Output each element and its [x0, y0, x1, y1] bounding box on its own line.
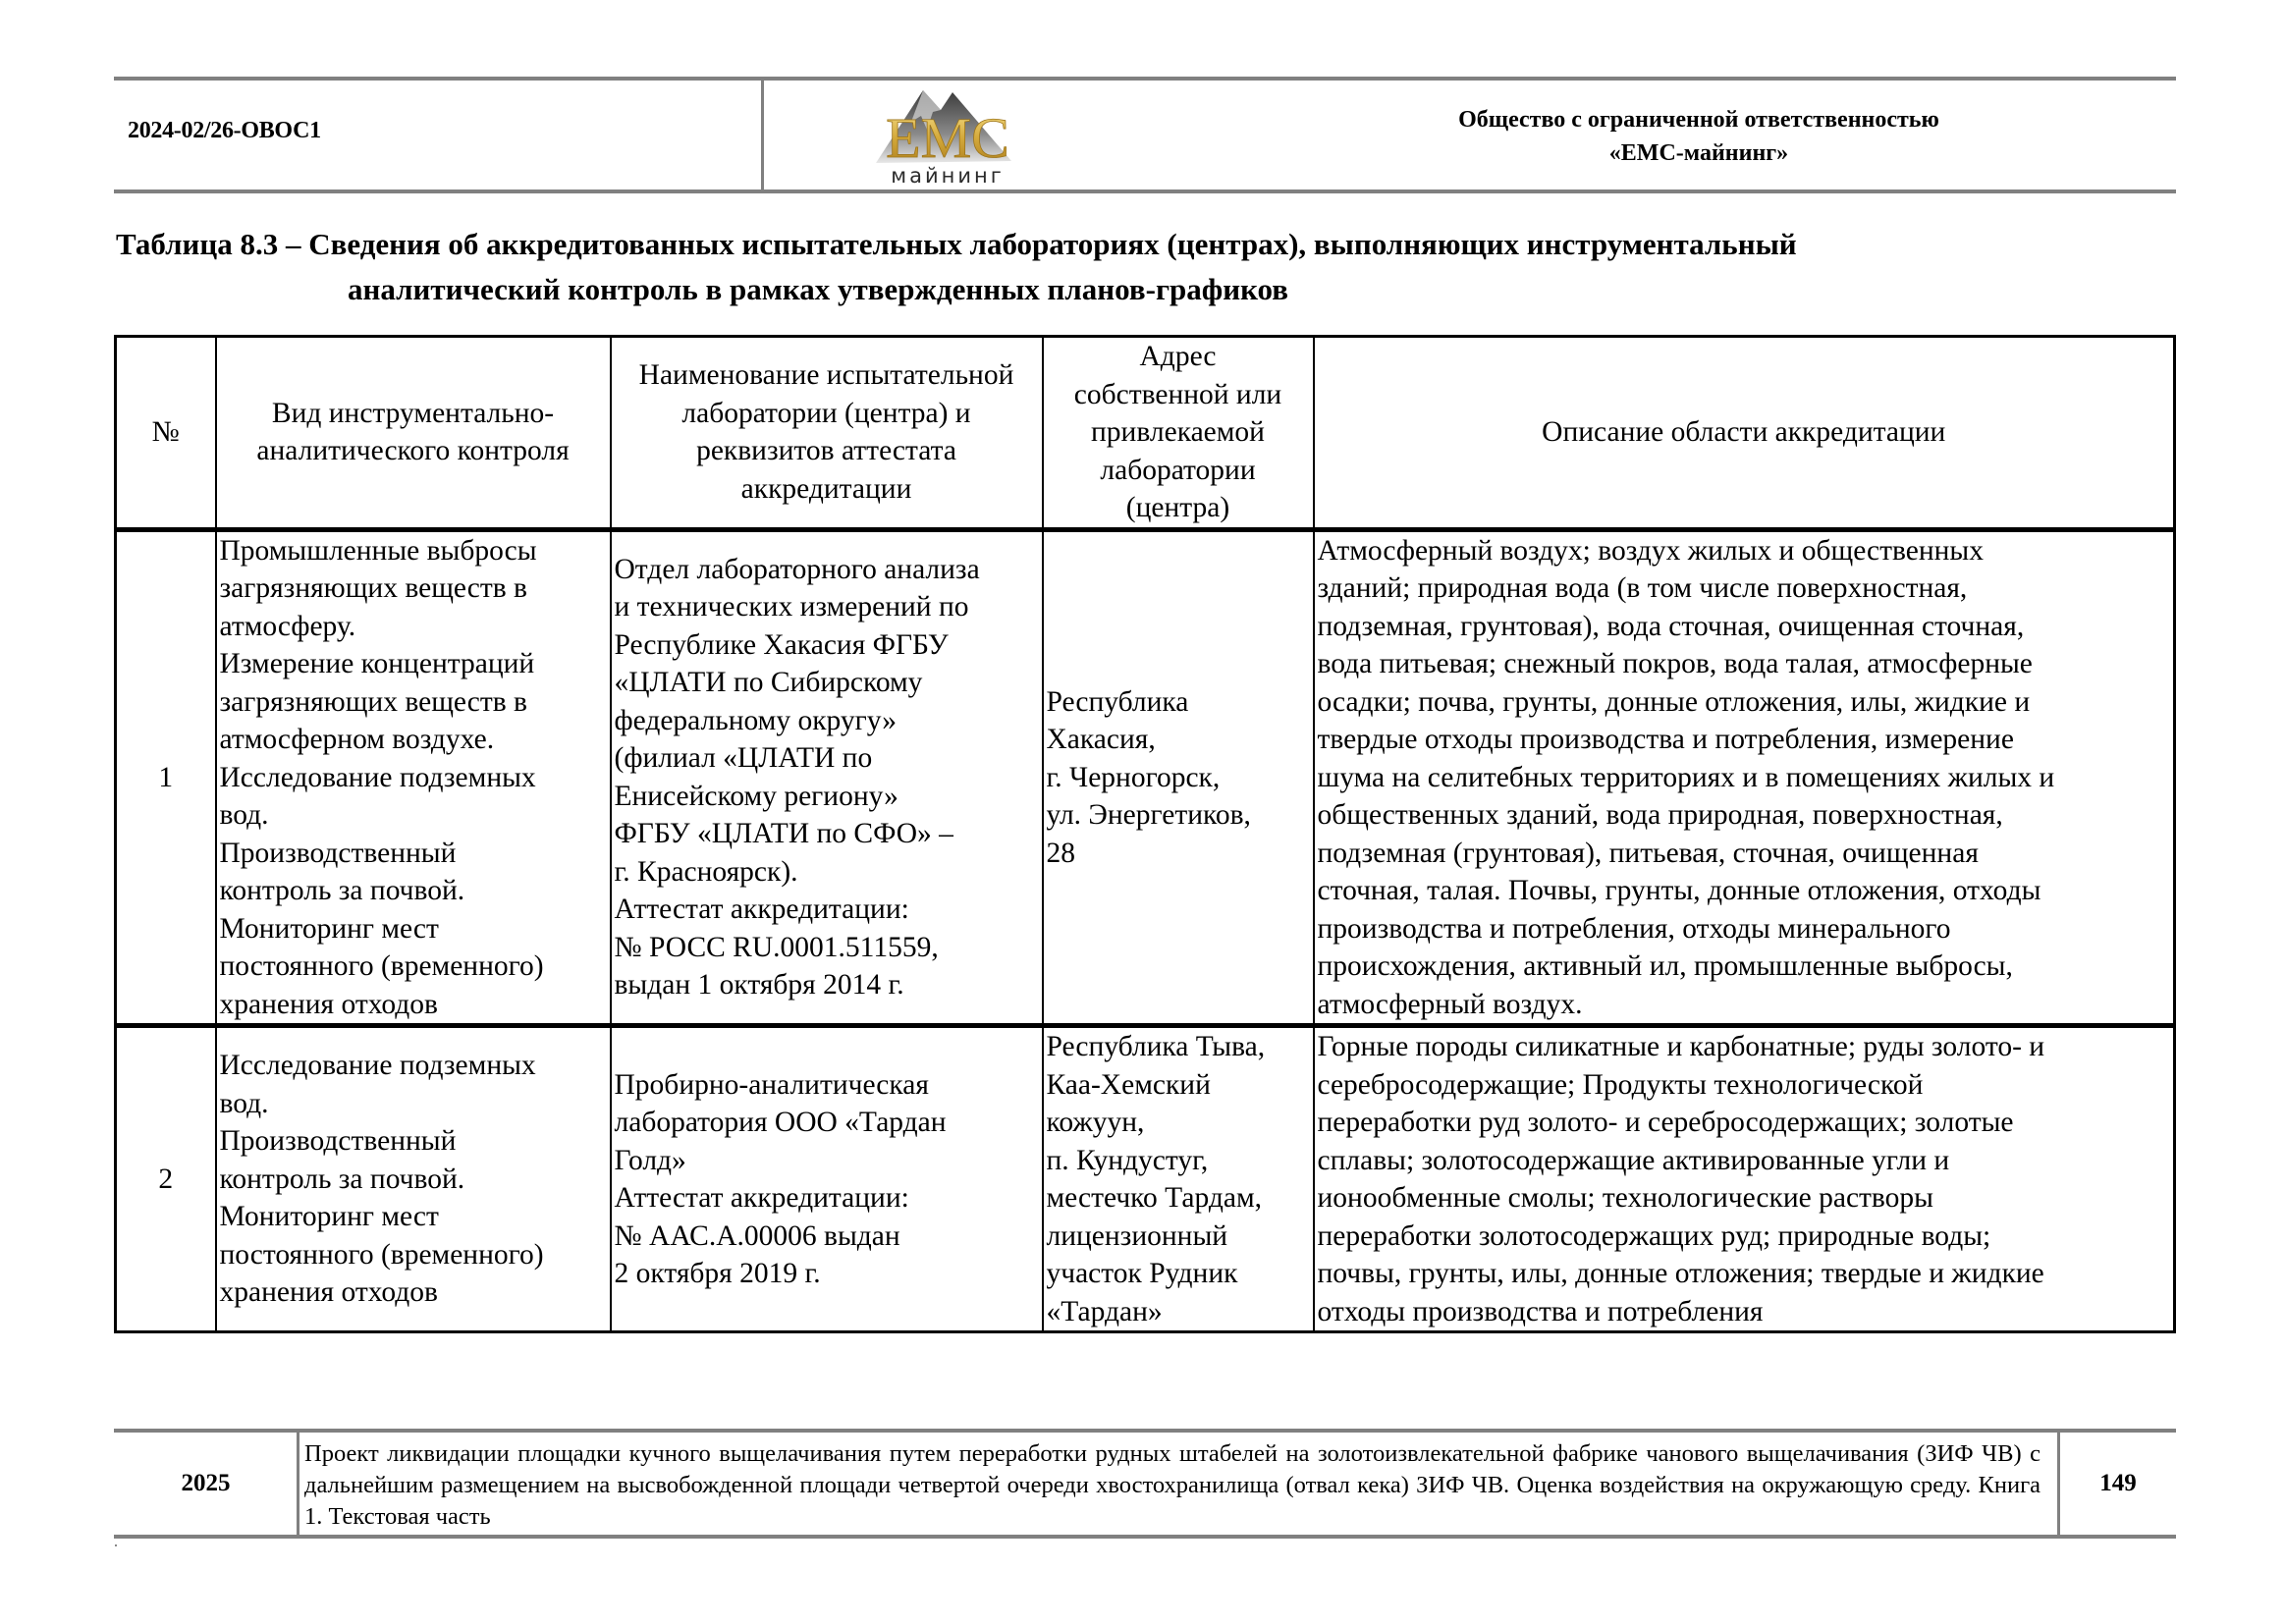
- row-num: 2: [116, 1026, 216, 1332]
- header-accreditation-scope: Описание области аккредитации: [1314, 337, 2175, 530]
- table-row: [116, 1026, 2175, 1332]
- page-number: 149: [2099, 1470, 2137, 1496]
- header-control-type: Вид инструментально- аналитического контроля: [216, 337, 611, 530]
- header-num: №: [116, 337, 216, 530]
- row-control-type: Промышленные выбросы загрязняющих веществ в атмосферу. Измерение концентраций загрязняющих веществ в атмосферном воздухе. Исследование подземных вод. Производственный контроль за почвой. Мониторинг мест постоянного (временного) хранения отходов: [216, 529, 611, 1026]
- header-divider-1: [761, 79, 764, 190]
- table-caption-line1: Таблица 8.3 – Сведения об аккредитованных испытательных лабораториях (центрах), выполняющих инструментальный: [116, 227, 1797, 261]
- row-accreditation-scope: Атмосферный воздух; воздух жилых и общественных зданий; природная вода (в том числе поверхностная, подземная, грунтовая), вода сточная, очищенная сточная, вода питьевая; снежный покров, вода талая, атмосферные осадки; почва, грунты, донные отложения, илы, жидкие и твердые отходы производства и потребления, измерение шума на селитебных территориях и в помещениях жилых и общественных зданий, вода природная, поверхностная, подземная (грунтовая), питьевая, сточная, очищенная сточная, талая. Почвы, грунты, донные отложения, отходы производства и потребления, отходы минерального происхождения, активный ил, промышленные выбросы, атмосферный воздух.: [1314, 529, 2175, 1026]
- company-name: [1277, 103, 2121, 170]
- company-name-line1: Общество с ограниченной ответственностью: [1458, 107, 1939, 133]
- header-lab-name: Наименование испытательной лаборатории (центра) и реквизитов аттестата аккредитации: [611, 337, 1043, 530]
- header-lab-address: Адрес собственной или привлекаемой лаборатории (центра): [1043, 337, 1314, 530]
- row-accreditation-scope: Горные породы силикатные и карбонатные; руды золото- и серебросодержащие; Продукты технологической переработки руд золото- и серебросодержащих; золотые сплавы; золотосодержащие активированные угли и ионообменные смолы; технологические растворы переработки золотосодержащих руд; природные воды; почвы, грунты, илы, донные отложения; твердые и жидкие отходы производства и потребления: [1314, 1026, 2175, 1332]
- table-row: [116, 529, 2175, 1026]
- document-code: 2024-02/26-ОВОС1: [128, 118, 321, 143]
- footer-top-rule: [114, 1429, 2176, 1433]
- table-caption: [116, 222, 2178, 312]
- row-lab-name: Отдел лабораторного анализа и технических измерений по Республике Хакасия ФГБУ «ЦЛАТИ по Сибирскому федеральному округу» (филиал «ЦЛАТИ по Енисейскому региону» ФГБУ «ЦЛАТИ по СФО» – г. Красноярск). Аттестат аккредитации: № РОСС RU.0001.511559, выдан 1 октября 2014 г.: [611, 529, 1043, 1026]
- row-num: 1: [116, 529, 216, 1026]
- row-control-type: Исследование подземных вод. Производственный контроль за почвой. Мониторинг мест постоянного (временного) хранения отходов: [216, 1026, 611, 1332]
- svg-text:майнинг: майнинг: [891, 164, 1005, 188]
- svg-text:EMC: EMC: [886, 106, 1009, 170]
- table-header-row: [116, 337, 2175, 530]
- footer-year: 2025: [181, 1470, 231, 1496]
- row-lab-name: Пробирно-аналитическая лаборатория ООО «Тардан Голд» Аттестат аккредитации: № ААС.А.00006 выдан 2 октября 2019 г.: [611, 1026, 1043, 1332]
- footer-bottom-rule: [114, 1535, 2176, 1539]
- header-bottom-rule: [114, 189, 2176, 193]
- table-caption-line2: аналитический контроль в рамках утвержденных планов-графиков: [348, 272, 1288, 306]
- row-lab-address: Республика Тыва, Каа-Хемский кожуун, п. Кундустуг, местечко Тардам, лицензионный участок Рудник «Тардан»: [1043, 1026, 1314, 1332]
- header-top-rule: [114, 77, 2176, 81]
- emc-mining-logo: [854, 82, 1041, 189]
- row-lab-address: Республика Хакасия, г. Черногорск, ул. Энергетиков, 28: [1043, 529, 1314, 1026]
- accredited-labs-table: [114, 335, 2176, 1333]
- footer-project-title: Проект ликвидации площадки кучного выщелачивания путем переработки рудных штабелей на золотоизвлекательной фабрике чанового выщелачивания (ЗИФ ЧВ) с дальнейшим размещением на высвобожденной площади четвертой очереди хвостохранилища (отвал кека) ЗИФ ЧВ. Оценка воздействия на окружающую среду. Книга 1. Текстовая часть: [304, 1440, 2040, 1530]
- mountain-logo-icon: [854, 82, 1041, 189]
- company-name-line2: «ЕМС-майнинг»: [1608, 140, 1789, 166]
- scan-artifact-dot: [115, 1544, 117, 1546]
